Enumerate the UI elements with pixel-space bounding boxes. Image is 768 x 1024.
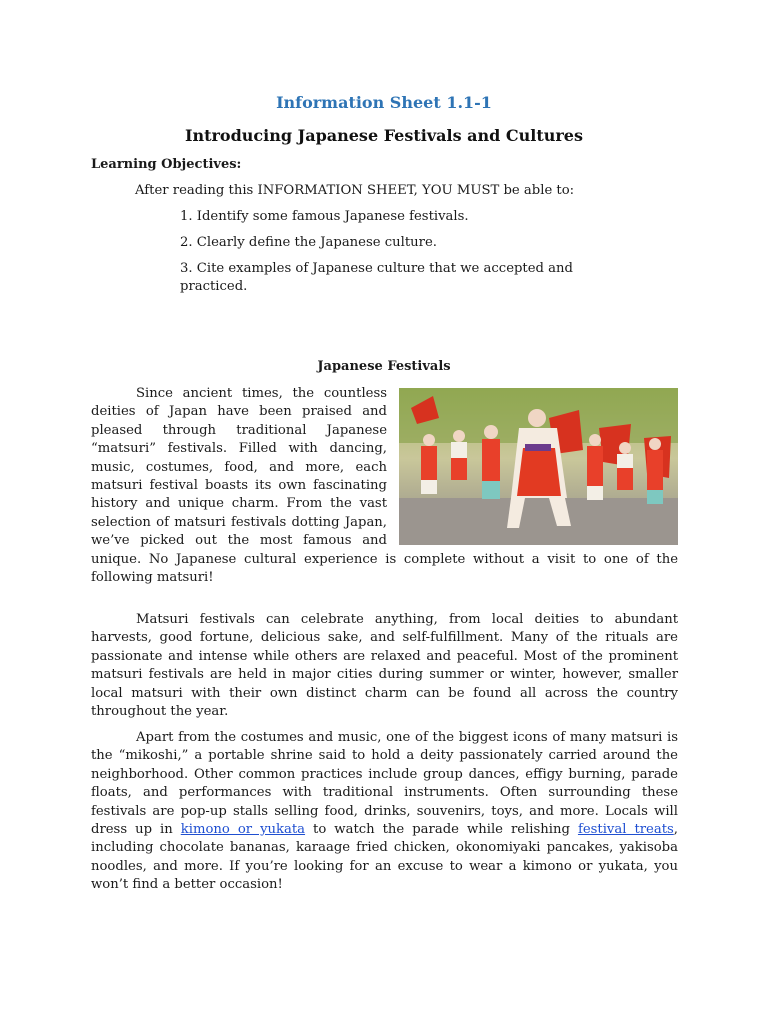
objectives-label: Learning Objectives: (91, 157, 242, 172)
objectives-intro: After reading this INFORMATION SHEET, YOU MUST be able to: (135, 183, 575, 198)
paragraph-3: Apart from the costumes and music, one of the biggest icons of many matsuri is the “mikoshi,” a portable shrine said to hold a deity passionately carried around the neighborhood. Other common practices include group dances, effigy burning, parade floats, and performances with traditional instruments. Often surrounding these festivals are pop-up stalls selling food, drinks, souvenirs, toys, and more. Locals will dress up in kimono or yukata to watch the parade while relishing festival treats, including chocolate bananas, karaage fried chicken, okonomiyaki pancakes, yakisoba noodles, and more. If you’re looking for an excuse to wear a kimono or yukata, you won’t find a better occasion! (91, 730, 678, 893)
main-title: Introducing Japanese Festivals and Cultures (184, 126, 583, 145)
festival-treats-link[interactable]: festival treats (577, 822, 674, 838)
section-title: Japanese Festivals (317, 359, 451, 374)
paragraph-1: Since ancient times, the countless deities of Japan have been praised and pleased through traditional Japanese “matsuri” festivals. Filled with dancing, music, costumes, food, and more, each matsuri festival boasts its own fascinating history and unique charm. From the vast selection of matsuri festivals dotting Japan, we’ve picked out the most famous and unique. No Japanese cultural experience is complete without a visit to one of the following matsuri! (91, 386, 678, 586)
objective-item-2: 2. Clearly define the Japanese culture. (180, 235, 437, 250)
objective-item-3: 3. Cite examples of Japanese culture that we accepted and practiced. (180, 261, 573, 294)
festival-dancers-photo (399, 388, 678, 545)
kimono-yukata-link[interactable]: kimono or yukata (180, 822, 306, 838)
paragraph-2: Matsuri festivals can celebrate anything, from local deities to abundant harvests, good fortune, delicious sake, and self-fulfillment. Many of the rituals are passionate and intense while others are relaxed and peaceful. Most of the prominent matsuri festivals are held in major cities during summer or winter, however, smaller local matsuri with their own distinct charm can be found all across the country throughout the year. (91, 612, 678, 720)
sheet-title: Information Sheet 1.1-1 (276, 93, 492, 112)
objective-item-1: 1. Identify some famous Japanese festivals. (180, 209, 469, 224)
